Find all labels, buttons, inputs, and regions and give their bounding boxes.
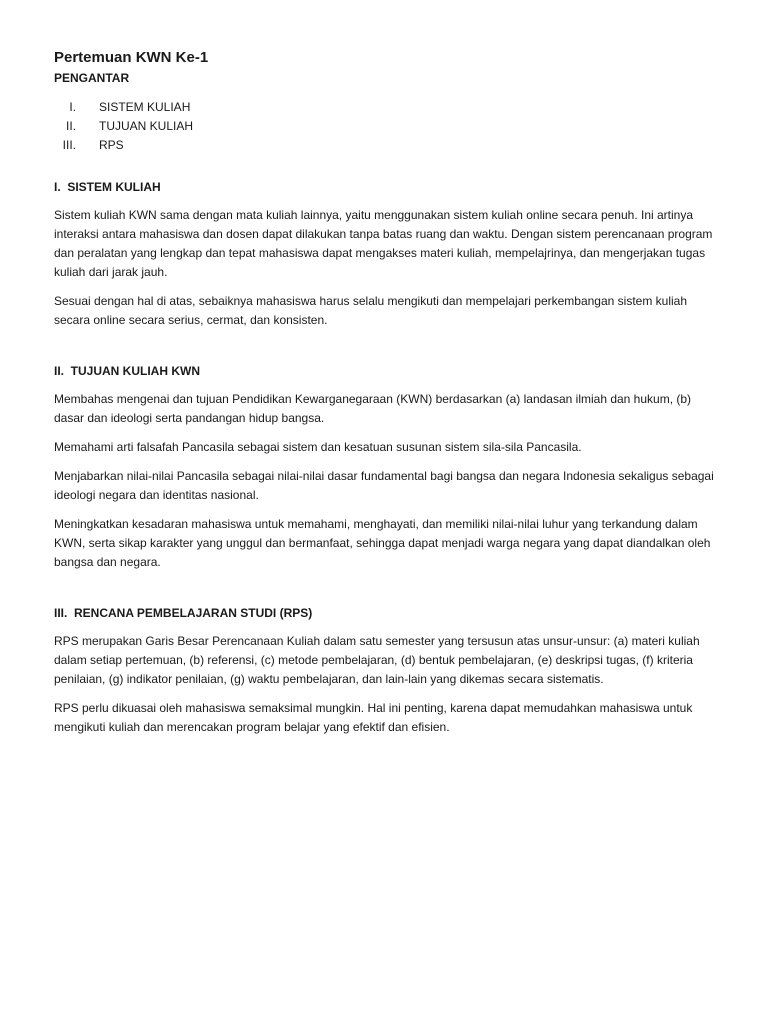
toc-item-label: RPS	[99, 138, 124, 152]
section-paragraph: Membahas mengenai dan tujuan Pendidikan Kewarganegaraan (KWN) berdasarkan (a) landasan ilmiah dan hukum, (b) dasar dan ideologi serta pandangan hidup bangsa.	[54, 392, 692, 425]
section-paragraph: Meningkatkan kesadaran mahasiswa untuk memahami, menghayati, dan memiliki nilai-nilai luhur yang terkandung dalam KWN, serta sikap karakter yang unggul dan bermanfaat, sehingga dapat menjadi warga negara yang dapat diandalkan oleh bangsa dan negara.	[54, 517, 711, 569]
section-heading: I. SISTEM KULIAH	[54, 180, 161, 194]
toc-item-label: SISTEM KULIAH	[99, 100, 191, 114]
section-paragraph: Sistem kuliah KWN sama dengan mata kuliah lainnya, yaitu menggunakan sistem kuliah online secara penuh. Ini artinya interaksi antara mahasiswa dan dosen dapat dilakukan tanpa batas ruang dan waktu. Dengan sistem perencanaan program dan peralatan yang lengkap dan tepat mahasiswa dapat mengakses materi kuliah, mempelajrinya, dan mengerjakan tugas kuliah dari jarak jauh.	[54, 208, 713, 279]
toc-item-label: TUJUAN KULIAH	[99, 119, 194, 133]
section-heading: II. TUJUAN KULIAH KWN	[54, 364, 200, 378]
table-of-contents	[54, 98, 724, 155]
section-tujuan-kuliah	[54, 363, 724, 572]
toc-item-number: II.	[65, 119, 76, 133]
toc-item-number: III.	[62, 138, 76, 152]
section-sistem-kuliah	[54, 179, 724, 330]
section-heading: III. RENCANA PEMBELAJARAN STUDI (RPS)	[54, 606, 313, 620]
section-paragraph: Sesuai dengan hal di atas, sebaiknya mahasiswa harus selalu mengikuti dan mempelajari perkembangan sistem kuliah secara online secara serius, cermat, dan konsisten.	[54, 294, 688, 327]
section-paragraph: Memahami arti falsafah Pancasila sebagai sistem dan kesatuan susunan sistem sila-sila Pancasila.	[54, 440, 582, 454]
toc-item	[54, 98, 724, 117]
toc-item	[54, 136, 724, 155]
toc-item-number: I.	[69, 100, 76, 114]
section-paragraph: RPS merupakan Garis Besar Perencanaan Kuliah dalam satu semester yang tersusun atas unsur-unsur: (a) materi kuliah dalam setiap pertemuan, (b) referensi, (c) metode pembelajaran, (d) bentuk pembelajaran, (e) deskripsi tugas, (f) kriteria penilaian, (g) indikator penilaian, (g) waktu pembelajaran, dan lain-lain yang dikemas secara sistematis.	[54, 634, 700, 686]
document-page	[54, 48, 724, 737]
document-subtitle: PENGANTAR	[54, 71, 130, 85]
document-title: Pertemuan KWN Ke-1	[54, 49, 209, 66]
toc-item	[54, 117, 724, 136]
section-rps	[54, 605, 724, 737]
section-paragraph: RPS perlu dikuasai oleh mahasiswa semaksimal mungkin. Hal ini penting, karena dapat memudahkan mahasiswa untuk mengikuti kuliah dan merencakan program belajar yang efektif dan efisien.	[54, 701, 693, 734]
section-paragraph: Menjabarkan nilai-nilai Pancasila sebagai nilai-nilai dasar fundamental bagi bangsa dan negara Indonesia sekaligus sebagai ideologi negara dan identitas nasional.	[54, 469, 714, 502]
